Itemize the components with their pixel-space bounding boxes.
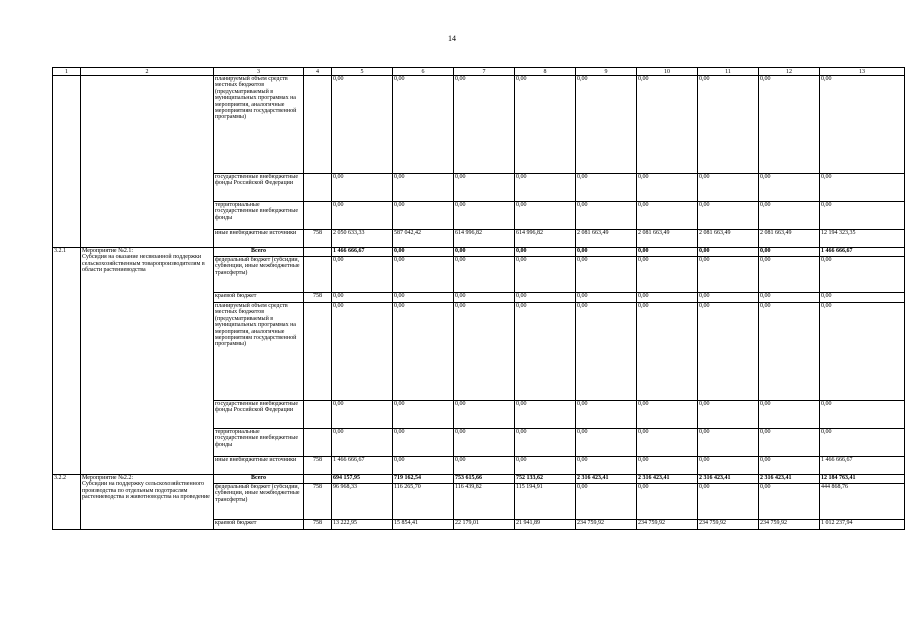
- continuation-desc-cell: [81, 76, 214, 248]
- value-cell: 2 081 663,49: [698, 230, 759, 248]
- value-cell: 0,00: [759, 457, 820, 475]
- value-cell: 0,00: [515, 429, 576, 457]
- code-cell: 758: [304, 520, 332, 530]
- measure-description: [81, 475, 214, 530]
- value-cell: 0,00: [637, 76, 698, 174]
- value-cell: 0,00: [515, 401, 576, 429]
- header-cell: 3: [214, 68, 304, 76]
- value-cell: 2 316 423,41: [759, 475, 820, 484]
- header-cell: 12: [759, 68, 820, 76]
- value-cell: 0,00: [698, 293, 759, 303]
- value-cell: 0,00: [454, 401, 515, 429]
- continuation-num-cell: [53, 76, 81, 248]
- header-cell: 9: [576, 68, 637, 76]
- value-cell: 0,00: [637, 457, 698, 475]
- value-cell: 0,00: [698, 303, 759, 401]
- value-cell: 0,00: [698, 401, 759, 429]
- value-cell: 0,00: [454, 202, 515, 230]
- value-cell: 0,00: [698, 76, 759, 174]
- value-cell: 0,00: [576, 202, 637, 230]
- value-cell: 0,00: [576, 401, 637, 429]
- value-cell: 0,00: [332, 303, 393, 401]
- value-cell: 0,00: [698, 429, 759, 457]
- page-number: 14: [448, 34, 456, 43]
- code-cell: [304, 202, 332, 230]
- value-cell: 0,00: [759, 257, 820, 293]
- value-cell: 0,00: [515, 303, 576, 401]
- value-cell: 0,00: [820, 257, 905, 293]
- measure-description: [81, 248, 214, 475]
- value-cell: 0,00: [393, 174, 454, 202]
- value-cell: 0,00: [698, 457, 759, 475]
- value-cell: 0,00: [637, 248, 698, 257]
- header-cell: 13: [820, 68, 905, 76]
- value-cell: 2 081 663,49: [759, 230, 820, 248]
- header-row: [53, 68, 905, 76]
- value-cell: 0,00: [698, 248, 759, 257]
- value-cell: 12 194 323,35: [820, 230, 905, 248]
- value-cell: 0,00: [393, 429, 454, 457]
- funding-source-cell: федеральный бюджет (субсидии, субвенции, иные межбюджетные трансферты): [214, 484, 304, 520]
- code-cell: [304, 76, 332, 174]
- value-cell: 0,00: [698, 174, 759, 202]
- value-cell: 0,00: [454, 76, 515, 174]
- header-cell: 5: [332, 68, 393, 76]
- value-cell: 0,00: [820, 303, 905, 401]
- budget-table: [52, 67, 905, 530]
- funding-source-cell: государственные внебюджетные фонды Российской Федерации: [214, 174, 304, 202]
- value-cell: 15 854,41: [393, 520, 454, 530]
- value-cell: 115 194,91: [515, 484, 576, 520]
- funding-source-cell: краевой бюджет: [214, 293, 304, 303]
- measure-title: Мероприятие №2.1:: [82, 248, 133, 254]
- funding-source-cell: Всего: [214, 475, 304, 484]
- value-cell: 0,00: [393, 457, 454, 475]
- value-cell: 444 868,76: [820, 484, 905, 520]
- table-row: [53, 475, 905, 484]
- funding-source-cell: иные внебюджетные источники: [214, 230, 304, 248]
- funding-source-cell: федеральный бюджет (субсидии, субвенции, иные межбюджетные трансферты): [214, 257, 304, 293]
- code-cell: [304, 401, 332, 429]
- funding-source-cell: планируемый объем средств местных бюджетов (предусматриваемый в муниципальных программах на мероприятия, аналогичные мероприятиям государственной программы): [214, 303, 304, 401]
- value-cell: 0,00: [576, 293, 637, 303]
- value-cell: 0,00: [393, 76, 454, 174]
- table-row: [53, 248, 905, 257]
- value-cell: 0,00: [454, 429, 515, 457]
- value-cell: 2 050 633,33: [332, 230, 393, 248]
- value-cell: 2 081 663,49: [576, 230, 637, 248]
- value-cell: 22 179,01: [454, 520, 515, 530]
- value-cell: 0,00: [393, 293, 454, 303]
- value-cell: 0,00: [637, 202, 698, 230]
- value-cell: 2 316 423,41: [698, 475, 759, 484]
- value-cell: 0,00: [454, 303, 515, 401]
- value-cell: 0,00: [454, 457, 515, 475]
- value-cell: 0,00: [820, 174, 905, 202]
- code-cell: [304, 429, 332, 457]
- value-cell: 0,00: [332, 257, 393, 293]
- value-cell: 96 968,33: [332, 484, 393, 520]
- funding-source-cell: государственные внебюджетные фонды Российской Федерации: [214, 401, 304, 429]
- table-row: [53, 76, 905, 174]
- value-cell: 0,00: [820, 401, 905, 429]
- header-cell: 2: [81, 68, 214, 76]
- value-cell: 2 316 423,41: [637, 475, 698, 484]
- value-cell: 234 759,92: [637, 520, 698, 530]
- value-cell: 0,00: [393, 202, 454, 230]
- value-cell: 0,00: [759, 248, 820, 257]
- value-cell: 753 615,66: [454, 475, 515, 484]
- value-cell: 0,00: [698, 484, 759, 520]
- value-cell: 13 222,95: [332, 520, 393, 530]
- value-cell: 12 184 763,41: [820, 475, 905, 484]
- value-cell: 0,00: [454, 248, 515, 257]
- funding-source-cell: территориальные государственные внебюджетные фонды: [214, 202, 304, 230]
- value-cell: 234 759,92: [698, 520, 759, 530]
- funding-source-cell: Всего: [214, 248, 304, 257]
- value-cell: 0,00: [637, 293, 698, 303]
- value-cell: 0,00: [759, 484, 820, 520]
- code-cell: [304, 303, 332, 401]
- value-cell: 0,00: [393, 257, 454, 293]
- measure-number: 3.2.1: [53, 248, 81, 475]
- funding-source-cell: иные внебюджетные источники: [214, 457, 304, 475]
- value-cell: 0,00: [637, 484, 698, 520]
- value-cell: 116 265,70: [393, 484, 454, 520]
- measure-title: Мероприятие №2.2:: [82, 475, 133, 481]
- value-cell: 0,00: [332, 429, 393, 457]
- funding-source-cell: территориальные государственные внебюджетные фонды: [214, 429, 304, 457]
- value-cell: 587 042,42: [393, 230, 454, 248]
- value-cell: 0,00: [576, 429, 637, 457]
- value-cell: 0,00: [576, 484, 637, 520]
- value-cell: 0,00: [393, 248, 454, 257]
- value-cell: 0,00: [332, 202, 393, 230]
- code-cell: [304, 174, 332, 202]
- value-cell: 1 466 666,67: [332, 457, 393, 475]
- code-cell: [304, 248, 332, 257]
- value-cell: 719 162,54: [393, 475, 454, 484]
- code-cell: [304, 257, 332, 293]
- value-cell: 0,00: [393, 401, 454, 429]
- value-cell: 0,00: [454, 293, 515, 303]
- header-cell: 10: [637, 68, 698, 76]
- value-cell: 21 941,89: [515, 520, 576, 530]
- value-cell: 234 759,92: [576, 520, 637, 530]
- value-cell: 116 439,82: [454, 484, 515, 520]
- measure-text: Субсидия на оказание несвязанной поддержки сельскохозяйственным товаропроизводителям в области растениеводства: [82, 254, 205, 274]
- header-cell: 6: [393, 68, 454, 76]
- value-cell: 0,00: [637, 401, 698, 429]
- value-cell: 0,00: [332, 174, 393, 202]
- value-cell: 0,00: [759, 76, 820, 174]
- code-cell: 758: [304, 457, 332, 475]
- value-cell: 0,00: [332, 401, 393, 429]
- value-cell: 0,00: [759, 174, 820, 202]
- measure-number: 3.2.2: [53, 475, 81, 530]
- value-cell: 0,00: [393, 303, 454, 401]
- value-cell: 0,00: [515, 202, 576, 230]
- value-cell: 0,00: [332, 76, 393, 174]
- header-cell: 11: [698, 68, 759, 76]
- value-cell: 2 081 663,49: [637, 230, 698, 248]
- value-cell: 0,00: [515, 174, 576, 202]
- value-cell: 1 012 237,94: [820, 520, 905, 530]
- value-cell: 0,00: [637, 257, 698, 293]
- code-cell: 758: [304, 230, 332, 248]
- code-cell: 758: [304, 293, 332, 303]
- value-cell: 0,00: [454, 257, 515, 293]
- value-cell: 0,00: [454, 174, 515, 202]
- code-cell: [304, 475, 332, 484]
- value-cell: 0,00: [576, 76, 637, 174]
- value-cell: 0,00: [515, 76, 576, 174]
- value-cell: 1 466 666,67: [820, 248, 905, 257]
- value-cell: 0,00: [759, 401, 820, 429]
- value-cell: 0,00: [637, 429, 698, 457]
- value-cell: 0,00: [820, 76, 905, 174]
- value-cell: 614 996,82: [515, 230, 576, 248]
- value-cell: 1 466 666,67: [820, 457, 905, 475]
- value-cell: 0,00: [515, 457, 576, 475]
- header-cell: 4: [304, 68, 332, 76]
- value-cell: 614 996,82: [454, 230, 515, 248]
- funding-source-cell: планируемый объем средств местных бюджетов (предусматриваемый в муниципальных программах на мероприятия, аналогичные мероприятиям государственной программы): [214, 76, 304, 174]
- value-cell: 0,00: [820, 293, 905, 303]
- value-cell: 0,00: [637, 303, 698, 401]
- value-cell: 1 466 666,67: [332, 248, 393, 257]
- funding-source-cell: краевой бюджет: [214, 520, 304, 530]
- value-cell: 0,00: [515, 293, 576, 303]
- value-cell: 694 157,95: [332, 475, 393, 484]
- value-cell: 0,00: [576, 303, 637, 401]
- value-cell: 0,00: [576, 174, 637, 202]
- value-cell: 0,00: [820, 202, 905, 230]
- value-cell: 0,00: [576, 457, 637, 475]
- value-cell: 0,00: [820, 429, 905, 457]
- value-cell: 0,00: [759, 303, 820, 401]
- header-cell: 1: [53, 68, 81, 76]
- value-cell: 234 759,92: [759, 520, 820, 530]
- value-cell: 0,00: [576, 248, 637, 257]
- value-cell: 752 133,62: [515, 475, 576, 484]
- value-cell: 0,00: [759, 293, 820, 303]
- code-cell: 758: [304, 484, 332, 520]
- value-cell: 2 316 423,41: [576, 475, 637, 484]
- value-cell: 0,00: [698, 257, 759, 293]
- header-cell: 7: [454, 68, 515, 76]
- measure-text: Субсидии на поддержку сельскохозяйственного производства по отдельным подотраслям растениеводства и животноводства на проведение: [82, 481, 210, 501]
- value-cell: 0,00: [759, 202, 820, 230]
- value-cell: 0,00: [576, 257, 637, 293]
- value-cell: 0,00: [515, 248, 576, 257]
- value-cell: 0,00: [515, 257, 576, 293]
- value-cell: 0,00: [698, 202, 759, 230]
- value-cell: 0,00: [637, 174, 698, 202]
- header-cell: 8: [515, 68, 576, 76]
- value-cell: 0,00: [332, 293, 393, 303]
- value-cell: 0,00: [759, 429, 820, 457]
